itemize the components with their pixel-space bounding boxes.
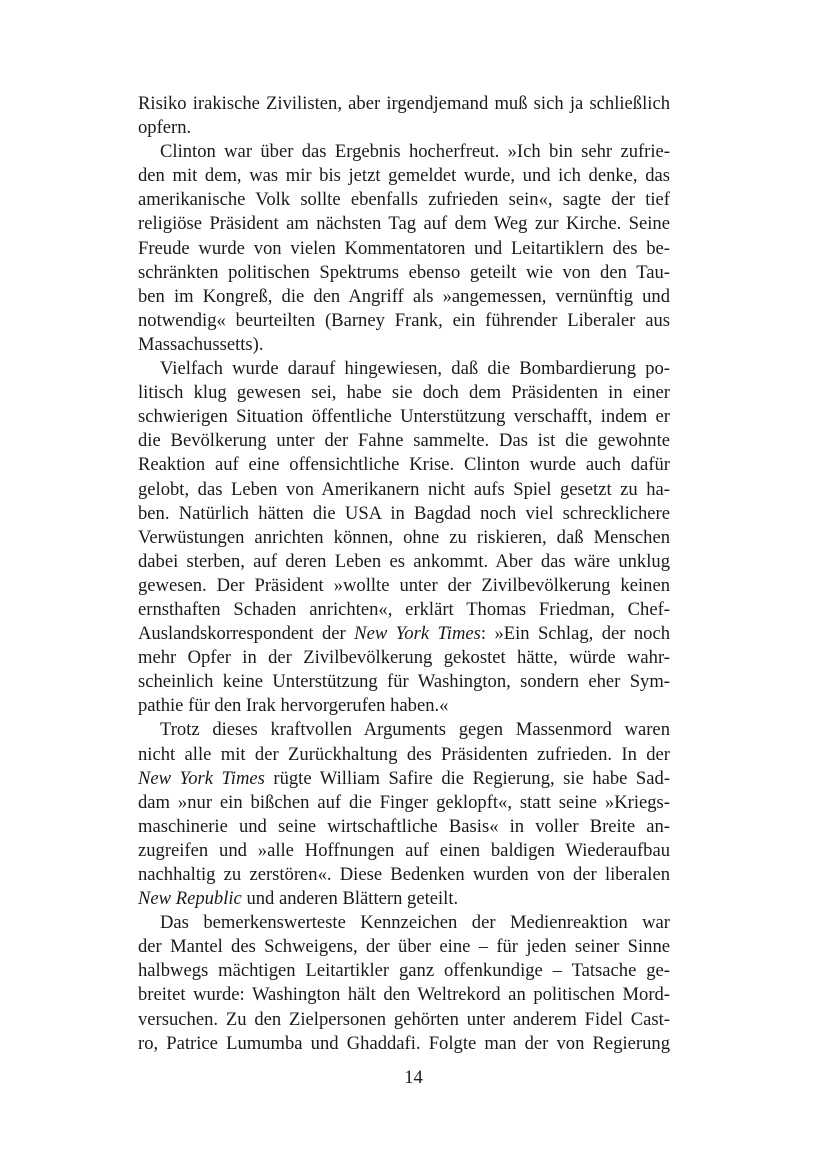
text-line [138,502,670,526]
text-segment: Auslandskorrespondent der [138,623,355,645]
text-line [138,694,670,718]
text-line [138,188,670,212]
text-line [138,839,670,863]
text-line [138,670,670,694]
text-line [138,261,670,285]
text-segment: notwendig« beurteilten (Barney Frank, ein führender Liberaler aus [138,309,670,331]
text-line [138,911,670,935]
text-line [138,887,670,911]
text-segment: der Mantel des Schweigens, der über eine – für jeden seiner Sinne [138,936,670,958]
text-segment: schränkten politischen Spektrums ebenso geteilt wie von den Tau- [138,261,670,283]
text-segment: : »Ein Schlag, der noch [480,623,670,645]
text-segment: versuchen. Zu den Zielpersonen gehörten unter anderem Fidel Cast- [138,1008,670,1030]
text-line [138,622,670,646]
text-segment: Risiko irakische Zivilisten, aber irgendjemand muß sich ja schließlich [138,93,670,114]
text-line [138,381,670,405]
text-line [138,116,670,140]
page-number: 14 [404,1067,423,1088]
text-line [138,333,670,357]
text-segment: dam »nur ein bißchen auf die Finger geklopft«, statt seine »Kriegs- [138,791,670,813]
text-segment: Massachussetts). [138,333,264,355]
text-segment: opfern. [138,117,192,139]
text-line [138,478,670,502]
italic-title: New Republic [138,888,242,910]
text-line [138,815,670,839]
text-line [138,646,670,670]
text-line [138,743,670,767]
text-segment: scheinlich keine Unterstützung für Washington, sondern eher Sym- [138,671,670,693]
text-line [138,405,670,429]
text-line [138,285,670,309]
text-line [138,140,670,164]
text-line [138,863,670,887]
text-line [138,164,670,188]
text-segment: nachhaltig zu zerstören«. Diese Bedenken wurden von der liberalen [138,864,670,885]
text-line [138,237,670,261]
text-line [138,1032,670,1056]
text-segment: ro, Patrice Lumumba und Ghaddafi. Folgte man der von Regierung [138,1032,670,1054]
text-line [138,526,670,550]
text-segment: Vielfach wurde darauf hingewiesen, daß die Bombardierung po- [160,358,670,380]
text-segment: den mit dem, was mir bis jetzt gemeldet wurde, und ich denke, das [138,165,670,187]
text-segment: Das bemerkenswerteste Kennzeichen der Medienreaktion war [160,912,670,934]
text-segment: rügte William Safire die Regierung, sie habe Sad- [264,767,671,789]
text-segment: Reaktion auf eine offensichtliche Krise. Clinton wurde auch dafür [138,454,670,476]
text-line [138,309,670,333]
italic-title: New York Times [354,623,481,645]
text-line [138,574,670,598]
text-segment: schwierigen Situation öffentliche Unterstützung verschafft, indem er [138,406,670,428]
text-segment: Verwüstungen anrichten können, ohne zu riskieren, daß Menschen [138,526,670,548]
text-segment: Clinton war über das Ergebnis hocherfreut. »Ich bin sehr zufrie- [160,141,670,163]
text-line [138,598,670,622]
text-segment: pathie für den Irak hervorgerufen haben.« [138,695,449,717]
italic-title: New York Times [138,767,265,789]
body-text [138,92,670,1056]
text-segment: gelobt, das Leben von Amerikanern nicht aufs Spiel gesetzt zu ha- [138,478,670,500]
text-segment: nicht alle mit der Zurückhaltung des Präsidenten zufrieden. In der [138,743,670,765]
text-line [138,212,670,236]
text-segment: halbwegs mächtigen Leitartikler ganz offenkundige – Tatsache ge- [138,960,670,982]
text-segment: dabei sterben, auf deren Leben es ankommt. Aber das wäre unklug [138,550,670,572]
text-line [138,791,670,815]
text-segment: ernsthaften Schaden anrichten«, erklärt Thomas Friedman, Chef- [138,598,670,620]
text-segment: Trotz dieses kraftvollen Arguments gegen Massenmord waren [160,719,670,741]
text-segment: und anderen Blättern geteilt. [241,888,459,910]
text-line [138,983,670,1007]
text-line [138,550,670,574]
text-segment: gewesen. Der Präsident »wollte unter der Zivilbevölkerung keinen [138,574,670,596]
text-line [138,92,670,116]
text-segment: mehr Opfer in der Zivilbevölkerung gekostet hätte, würde wahr- [138,647,670,669]
text-segment: maschinerie und seine wirtschaftliche Basis« in voller Breite an- [138,815,670,837]
text-line [138,453,670,477]
text-line [138,718,670,742]
text-line [138,429,670,453]
text-segment: religiöse Präsident am nächsten Tag auf dem Weg zur Kirche. Seine [138,213,670,235]
text-segment: ben im Kongreß, die den Angriff als »angemessen, vernünftig und [138,285,670,307]
text-segment: ben. Natürlich hätten die USA in Bagdad noch viel schrecklichere [138,502,670,524]
text-segment: breitet wurde: Washington hält den Weltrekord an politischen Mord- [138,984,670,1006]
text-line [138,935,670,959]
text-line [138,1008,670,1032]
text-line [138,767,670,791]
text-segment: litisch klug gewesen sei, habe sie doch dem Präsidenten in einer [138,382,670,404]
text-segment: die Bevölkerung unter der Fahne sammelte. Das ist die gewohnte [138,430,670,452]
text-line [138,357,670,381]
text-segment: Freude wurde von vielen Kommentatoren und Leitartiklern des be- [138,237,670,259]
text-segment: zugreifen und »alle Hoffnungen auf einen baldigen Wiederaufbau [138,839,670,861]
text-line [138,959,670,983]
text-segment: amerikanische Volk sollte ebenfalls zufrieden sein«, sagte der tief [138,189,670,211]
